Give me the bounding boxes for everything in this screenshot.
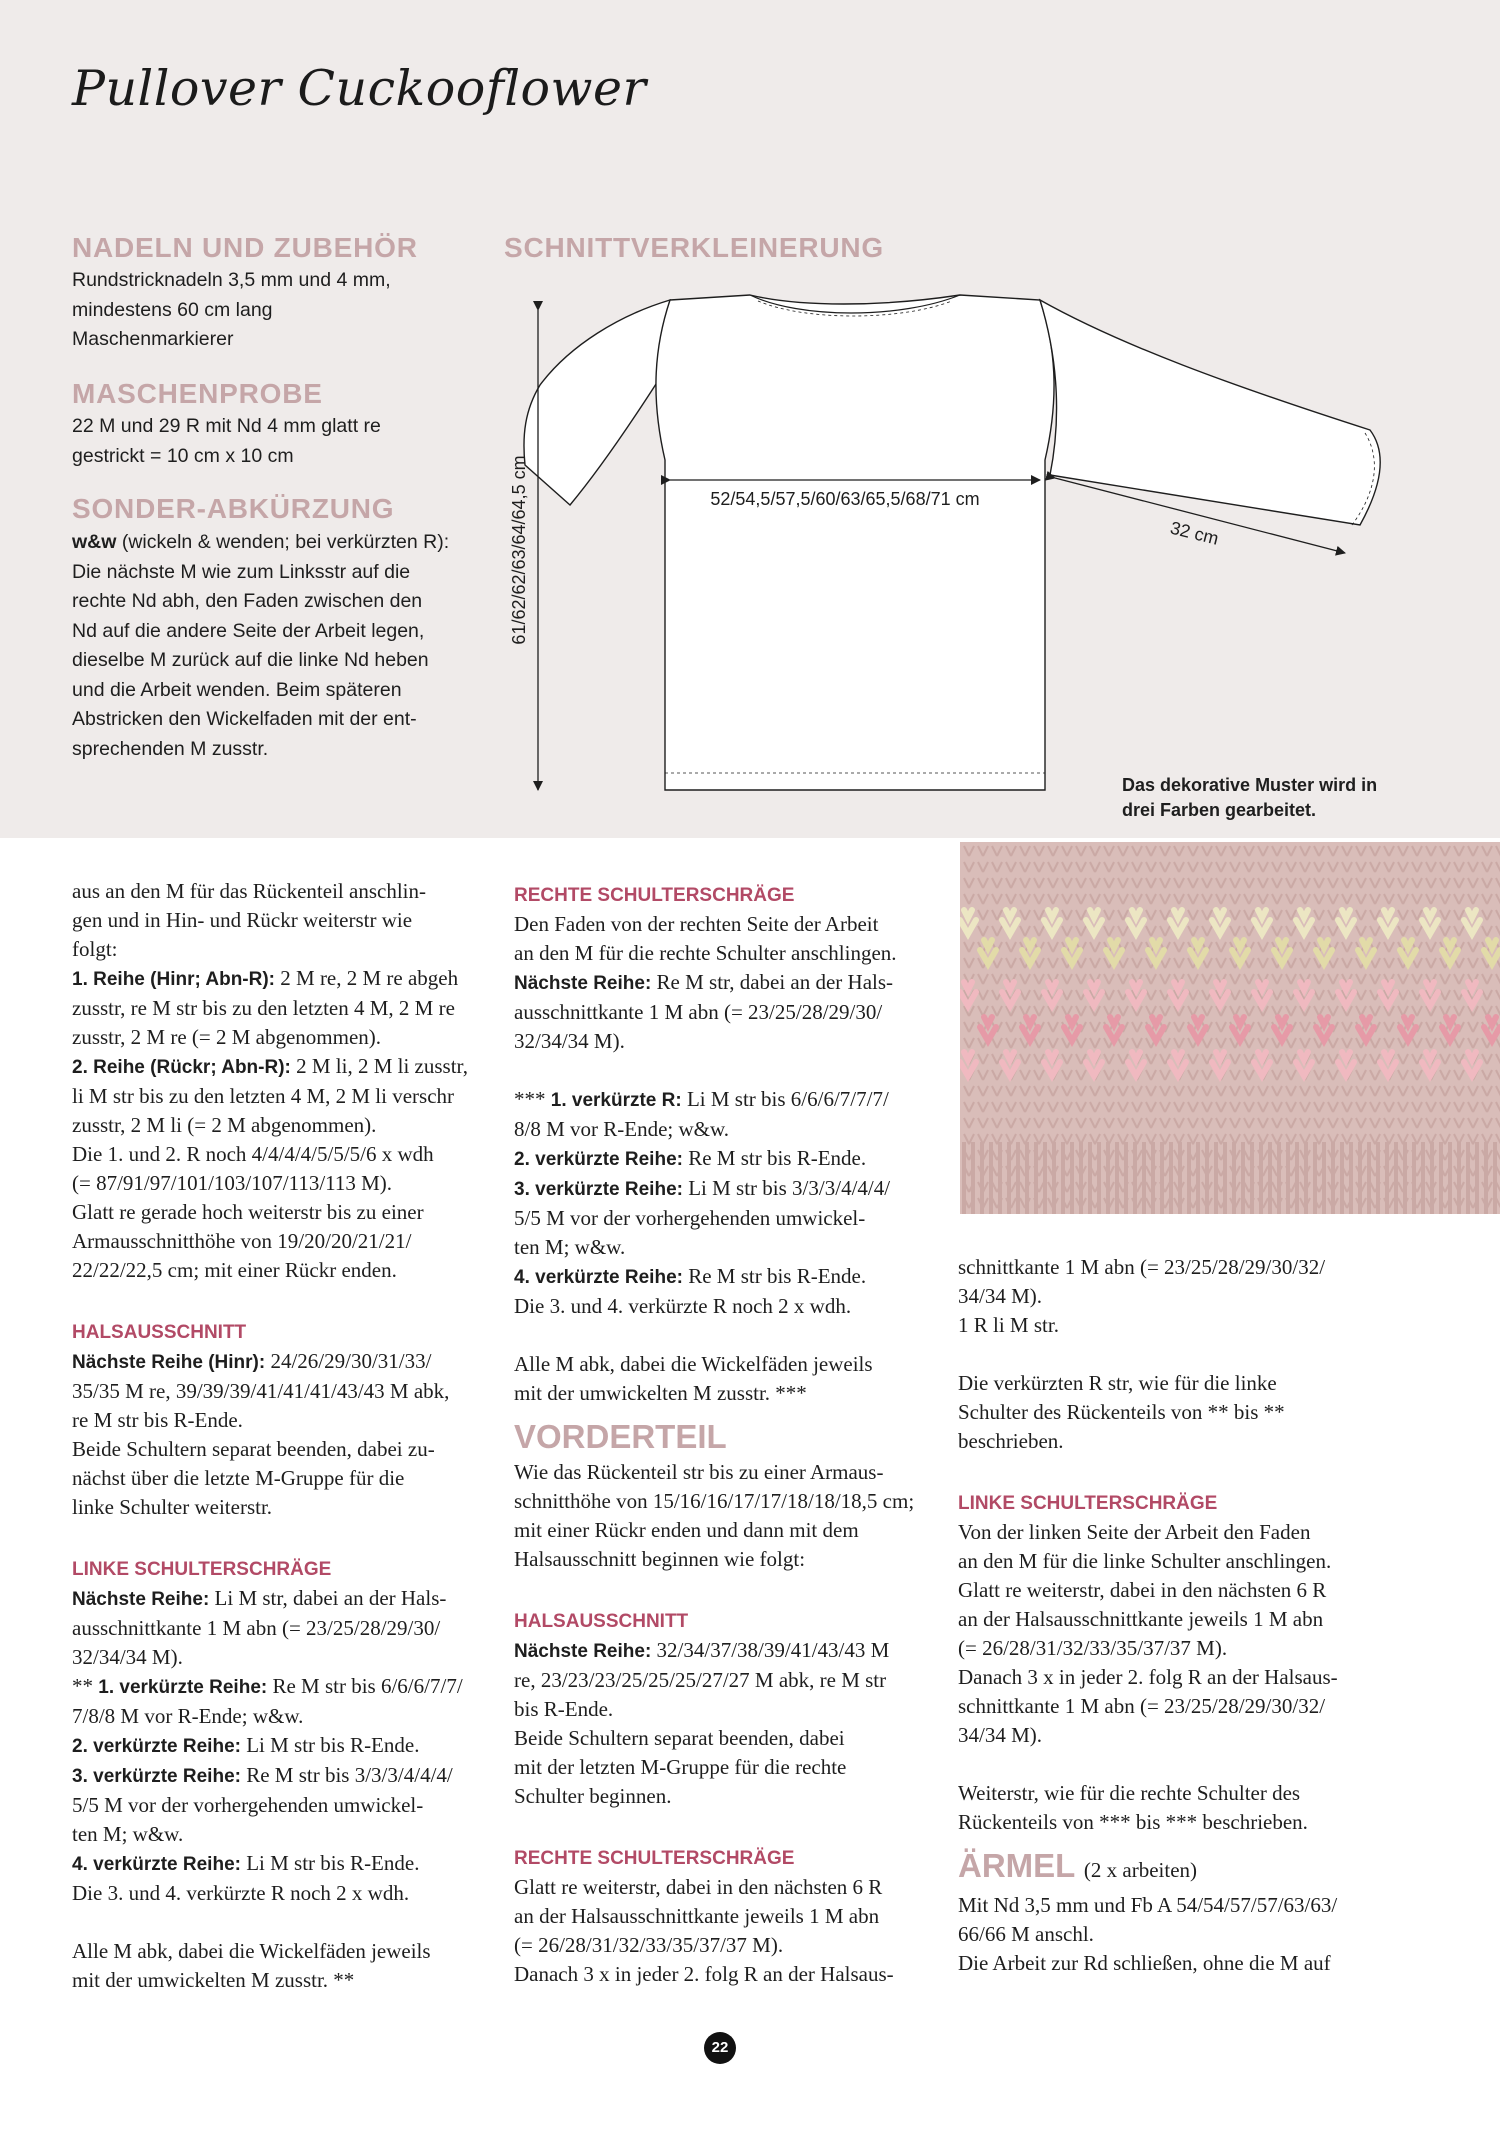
caption-line: Das dekorative Muster wird in <box>1122 775 1378 795</box>
text-line: 66/66 M anschl. <box>958 1922 1094 1946</box>
text-line: an der Halsausschnittkante jeweils 1 M abn <box>514 1904 880 1928</box>
nadeln-heading: NADELN UND ZUBEHÖR <box>72 232 418 263</box>
text-line: Die 1. und 2. R noch 4/4/4/4/5/5/5/6 x wdh <box>72 1142 434 1166</box>
text-line: zusstr, 2 M li (= 2 M abgenommen). <box>72 1113 377 1137</box>
page-title: Pullover Cuckooflower <box>72 60 647 117</box>
text-line: gen und in Hin- und Rückr weiterstr wie <box>72 908 413 932</box>
sonder-heading: SONDER-ABKÜRZUNG <box>72 493 395 524</box>
text-line: Die 3. und 4. verkürzte R noch 2 x wdh. <box>72 1881 410 1905</box>
right-sleeve <box>1040 300 1380 525</box>
text-line: Alle M abk, dabei die Wickelfäden jeweils <box>72 1939 431 1963</box>
text-line: Die Arbeit zur Rd schließen, ohne die M auf <box>958 1951 1331 1975</box>
rechte-schulter-vorne-heading: RECHTE SCHULTERSCHRÄGE <box>514 1848 795 1869</box>
text-line: 4. verkürzte Reihe: Li M str bis R-Ende. <box>72 1851 420 1875</box>
text-line: Die verkürzten R str, wie für die linke <box>958 1371 1277 1395</box>
rechte-schulter-heading: RECHTE SCHULTERSCHRÄGE <box>514 885 795 906</box>
sonder-term: w&w <box>72 531 117 553</box>
text-line: folgt: <box>72 937 118 961</box>
text-line: Danach 3 x in jeder 2. folg R an der Halsaus- <box>958 1665 1338 1689</box>
nadeln-text <box>72 266 391 355</box>
text-line: *** 1. verkürzte R: Li M str bis 6/6/6/7/7/7/ <box>514 1087 889 1111</box>
text-line: an den M für die rechte Schulter anschlingen. <box>514 941 897 965</box>
width-label: 52/54,5/57,5/60/63/65,5/68/71 cm <box>710 489 980 509</box>
text-line: Glatt re weiterstr, dabei in den nächsten 6 R <box>958 1578 1327 1602</box>
knit-detail-photo <box>960 842 1500 1214</box>
sonder-text <box>72 528 449 764</box>
text-line: Nächste Reihe: Re M str, dabei an der Hals- <box>514 970 894 994</box>
text-line: Beide Schultern separat beenden, dabei <box>514 1726 845 1750</box>
text-line: Weiterstr, wie für die rechte Schulter des <box>958 1781 1301 1805</box>
text-line: Glatt re gerade hoch weiterstr bis zu einer <box>72 1200 424 1224</box>
text-line: an der Halsausschnittkante jeweils 1 M abn <box>958 1607 1324 1631</box>
column-1 <box>72 877 492 1995</box>
sonder-term-desc: (wickeln & wenden; bei verkürzten R): <box>116 531 450 553</box>
text-line: 32/34/34 M). <box>514 1029 625 1053</box>
text-line: 3. verkürzte Reihe: Re M str bis 3/3/3/4/4/4/ <box>72 1763 453 1787</box>
text-line: (= 26/28/31/32/33/35/37/37 M). <box>514 1933 784 1957</box>
maschenprobe-text <box>72 412 381 471</box>
text-line: Wie das Rückenteil str bis zu einer Armaus- <box>514 1460 884 1484</box>
text-line: Glatt re weiterstr, dabei in den nächsten 6 R <box>514 1875 883 1899</box>
text-line: Rückenteils von *** bis *** beschrieben. <box>958 1810 1308 1834</box>
text-line: ** 1. verkürzte Reihe: Re M str bis 6/6/6/7/7/ <box>72 1674 463 1698</box>
sonder-line: und die Arbeit wenden. Beim späteren <box>72 678 402 701</box>
nadeln-line: mindestens 60 cm lang <box>72 298 273 321</box>
sweater-schematic <box>500 285 1420 805</box>
left-sleeve <box>524 300 670 505</box>
sonder-line: dieselbe M zurück auf die linke Nd heben <box>72 649 429 671</box>
sonder-line: Nd auf die andere Seite der Arbeit legen, <box>72 619 425 642</box>
text-line: Alle M abk, dabei die Wickelfäden jeweils <box>514 1352 873 1376</box>
text-line: ausschnittkante 1 M abn (= 23/25/28/29/30/ <box>514 1000 883 1024</box>
text-line: schnitthöhe von 15/16/16/17/17/18/18/18,5 cm; <box>514 1489 915 1513</box>
text-line: Schulter beginnen. <box>514 1784 672 1808</box>
text-line: mit der umwickelten M zusstr. *** <box>514 1381 807 1405</box>
text-line: 2. verkürzte Reihe: Li M str bis R-Ende. <box>72 1733 420 1757</box>
text-line: Danach 3 x in jeder 2. folg R an der Halsaus- <box>514 1962 894 1986</box>
sonder-line: sprechenden M zusstr. <box>72 737 269 760</box>
text-line: 4. verkürzte Reihe: Re M str bis R-Ende. <box>514 1264 867 1288</box>
text-line: Die 3. und 4. verkürzte R noch 2 x wdh. <box>514 1294 852 1318</box>
caption-line: drei Farben gearbeitet. <box>1122 800 1317 820</box>
pattern-caption <box>1122 773 1377 823</box>
text-line: Von der linken Seite der Arbeit den Faden <box>958 1520 1311 1544</box>
text-line: 5/5 M vor der vorhergehenden umwickel- <box>514 1206 866 1230</box>
text-line: bis R-Ende. <box>514 1697 614 1721</box>
text-line: re M str bis R-Ende. <box>72 1408 243 1432</box>
text-line: Nächste Reihe: Li M str, dabei an der Hals- <box>72 1586 447 1610</box>
text-line: 2. verkürzte Reihe: Re M str bis R-Ende. <box>514 1146 867 1170</box>
sleeve-label: 32 cm <box>1168 517 1221 549</box>
schnitt-heading: SCHNITTVERKLEINERUNG <box>504 232 885 263</box>
text-line: beschrieben. <box>958 1429 1064 1453</box>
text-line: Schulter des Rückenteils von ** bis ** <box>958 1400 1285 1424</box>
nadeln-line: Rundstricknadeln 3,5 mm und 4 mm, <box>72 269 391 291</box>
text-line: 34/34 M). <box>958 1284 1042 1308</box>
text-line: 7/8/8 M vor R-Ende; w&w. <box>72 1704 304 1728</box>
text-line: (= 87/91/97/101/103/107/113/113 M). <box>72 1171 393 1195</box>
text-line: zusstr, re M str bis zu den letzten 4 M, 2 M re <box>72 996 455 1020</box>
text-line: ten M; w&w. <box>72 1822 184 1846</box>
text-line: Armausschnitthöhe von 19/20/20/21/21/ <box>72 1229 412 1253</box>
text-line: re, 23/23/23/25/25/25/27/27 M abk, re M str <box>514 1668 887 1692</box>
text-line: linke Schulter weiterstr. <box>72 1495 273 1519</box>
text-line: zusstr, 2 M re (= 2 M abgenommen). <box>72 1025 382 1049</box>
probe-line: 22 M und 29 R mit Nd 4 mm glatt re <box>72 415 381 437</box>
text-line: 32/34/34 M). <box>72 1645 183 1669</box>
text-line: mit der umwickelten M zusstr. ** <box>72 1968 355 1992</box>
text-line: nächst über die letzte M-Gruppe für die <box>72 1466 405 1490</box>
text-line: li M str bis zu den letzten 4 M, 2 M li verschr <box>72 1084 455 1108</box>
text-line: 8/8 M vor R-Ende; w&w. <box>514 1117 730 1141</box>
text-line: 34/34 M). <box>958 1723 1042 1747</box>
column-2 <box>514 877 944 1989</box>
text-line: 3. verkürzte Reihe: Li M str bis 3/3/3/4/4/4/ <box>514 1176 891 1200</box>
text-line: aus an den M für das Rückenteil anschlin- <box>72 879 426 903</box>
sonder-first-line <box>72 528 449 558</box>
text-line: 35/35 M re, 39/39/39/41/41/41/43/43 M abk, <box>72 1379 450 1403</box>
maschenprobe-heading: MASCHENPROBE <box>72 378 323 409</box>
text-line: 22/22/22,5 cm; mit einer Rückr enden. <box>72 1258 397 1282</box>
text-line: (= 26/28/31/32/33/35/37/37 M). <box>958 1636 1228 1660</box>
linke-schulter-heading: LINKE SCHULTERSCHRÄGE <box>72 1559 332 1580</box>
sonder-line: rechte Nd abh, den Faden zwischen den <box>72 590 423 612</box>
text-line: Beide Schultern separat beenden, dabei zu- <box>72 1437 435 1461</box>
text-line: Nächste Reihe (Hinr): 24/26/29/30/31/33/ <box>72 1349 432 1373</box>
sweater-body <box>656 295 1054 790</box>
text-line: Den Faden von der rechten Seite der Arbeit <box>514 912 879 936</box>
vorderteil-heading: VORDERTEIL <box>514 1418 727 1455</box>
text-line: mit der letzten M-Gruppe für die rechte <box>514 1755 847 1779</box>
text-line: ten M; w&w. <box>514 1235 626 1259</box>
page-number: 22 <box>704 2032 736 2064</box>
probe-line: gestrickt = 10 cm x 10 cm <box>72 444 294 467</box>
text-line: 2. Reihe (Rückr; Abn-R): 2 M li, 2 M li zusstr, <box>72 1054 468 1078</box>
text-line: 5/5 M vor der vorhergehenden umwickel- <box>72 1793 424 1817</box>
text-line: mit einer Rückr enden und dann mit dem <box>514 1518 859 1542</box>
height-label: 61/62/62/63/64/64,5 cm <box>509 455 529 645</box>
halsausschnitt-vorne-heading: HALSAUSSCHNITT <box>514 1611 689 1632</box>
halsausschnitt-heading: HALSAUSSCHNITT <box>72 1322 247 1343</box>
text-line: ausschnittkante 1 M abn (= 23/25/28/29/30/ <box>72 1616 441 1640</box>
sonder-line: Die nächste M wie zum Linksstr auf die <box>72 560 411 583</box>
text-line: Halsausschnitt beginnen wie folgt: <box>514 1547 806 1571</box>
text-line: Mit Nd 3,5 mm und Fb A 54/54/57/57/63/63/ <box>958 1893 1338 1917</box>
text-line: 1. Reihe (Hinr; Abn-R): 2 M re, 2 M re abgeh <box>72 966 459 990</box>
sonder-line: Abstricken den Wickelfaden mit der ent- <box>72 708 417 730</box>
aermel-heading: ÄRMEL (2 x arbeiten) <box>958 1847 1198 1884</box>
text-line: schnittkante 1 M abn (= 23/25/28/29/30/32/ <box>958 1255 1326 1279</box>
sweater-outline <box>524 295 1380 790</box>
column-3 <box>958 1253 1378 1978</box>
text-line: Nächste Reihe: 32/34/37/38/39/41/43/43 M <box>514 1638 890 1662</box>
nadeln-line: Maschenmarkierer <box>72 328 234 350</box>
text-line: schnittkante 1 M abn (= 23/25/28/29/30/32/ <box>958 1694 1326 1718</box>
linke-schulter-vorne-heading: LINKE SCHULTERSCHRÄGE <box>958 1493 1218 1514</box>
text-line: 1 R li M str. <box>958 1313 1059 1337</box>
text-line: an den M für die linke Schulter anschlingen. <box>958 1549 1332 1573</box>
